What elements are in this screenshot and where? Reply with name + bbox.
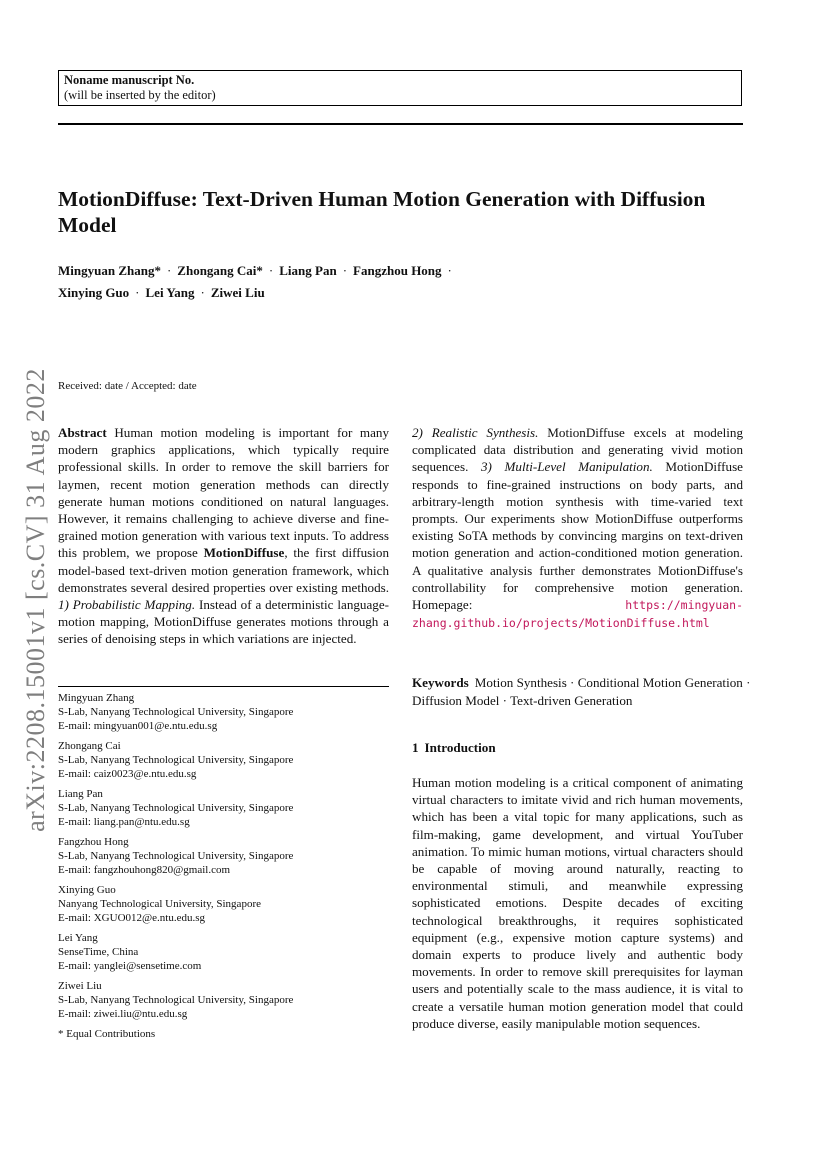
received-date: Received: date / Accepted: date (58, 380, 197, 392)
author: Zhongang Cai* (177, 263, 263, 278)
author: Liang Pan (279, 263, 337, 278)
affiliation-org: S-Lab, Nanyang Technological University, Singapore (58, 994, 294, 1006)
keywords (412, 674, 752, 709)
affiliation-name: Ziwei Liu (58, 980, 102, 992)
affiliation-email: E-mail: ziwei.liu@ntu.edu.sg (58, 1008, 188, 1020)
affiliation-org: S-Lab, Nanyang Technological University, Singapore (58, 850, 294, 862)
affiliation-email: E-mail: mingyuan001@e.ntu.edu.sg (58, 720, 218, 732)
abstract-text: MotionDiffuse responds to fine-grained instructions on body parts, and arbitrary-length motion synthesis with time-varied text prompts. Our experiments show MotionDiffuse outperforms existing SoTA methods by convincing margins on text-driven motion generation and action-conditioned motion generation. A qualitative analysis further demonstrates MotionDiffuse's controllability for comprehensive motion generation. Homepage: (412, 459, 743, 613)
section-title: Introduction (424, 740, 496, 755)
abstract-label: Abstract (58, 425, 107, 440)
editor-note: (will be inserted by the editor) (64, 88, 216, 102)
author: Ziwei Liu (210, 285, 265, 300)
abstract-item-realistic: 2) Realistic Synthesis. (412, 425, 539, 440)
affiliation-org: S-Lab, Nanyang Technological University, Singapore (58, 802, 294, 814)
manuscript-number: Noname manuscript No. (64, 73, 195, 87)
affiliation-entry (58, 787, 393, 829)
affiliation-org: Nanyang Technological University, Singapore (58, 898, 261, 910)
abstract-item-manipulation: 3) Multi-Level Manipulation. (480, 459, 653, 475)
affiliations (58, 691, 393, 1041)
section-number: 1 (412, 740, 419, 755)
abstract-text: MotionDiffuse excels at modeling complicated data distribution and generating vivid motion sequences. (412, 425, 744, 475)
author: Mingyuan Zhang* (58, 263, 161, 278)
author: Xinying Guo (58, 285, 130, 300)
affiliation-email: E-mail: yanglei@sensetime.com (58, 960, 202, 972)
affiliation-entry (58, 931, 393, 973)
affiliation-entry (58, 691, 393, 733)
affiliation-name: Xinying Guo (58, 884, 116, 896)
author-separator: · (135, 285, 140, 300)
affiliation-org: SenseTime, China (58, 946, 139, 958)
keywords-text: Motion Synthesis · Conditional Motion Generation · Diffusion Model · Text-driven Generation (412, 675, 751, 708)
abstract-paragraph-cont (412, 424, 743, 632)
author-separator: · (268, 263, 274, 278)
affiliation-email: E-mail: caiz0023@e.ntu.edu.sg (58, 768, 197, 780)
homepage-link[interactable]: https://mingyuan-zhang.github.io/projects/MotionDiffuse.html (412, 598, 743, 631)
introduction-paragraph: Human motion modeling is a critical component of animating virtual characters to imitate vivid and rich human movements, which has been a vital topic for many applications, such as film-making, game development, and virtual YouTuber animation. To mimic human motions, virtual characters should be capable of moving around naturally, reacting to environmental stimuli, and meanwhile expressing sophisticated emotions. Despite decades of exciting technological breakthroughs, it requires sophisticated equipment (e.g., expensive motion capture systems) and domain experts to produce lively and authentic body movements. In order to remove skill prerequisites for layman users and potentially scale to the mass audience, it is vital to create a versatile human motion generation model that could produce diverse, easily manipulable motion sequences. (412, 775, 743, 1031)
affiliation-entry (58, 835, 393, 877)
affiliation-entry (58, 739, 393, 781)
affiliation-entry (58, 979, 393, 1021)
equal-contribution-note: * Equal Contributions (58, 1028, 156, 1040)
author-separator: · (342, 263, 348, 278)
author: Lei Yang (145, 285, 195, 300)
header-rule (58, 123, 743, 125)
abstract-text: Instead of a deterministic language-motion mapping, MotionDiffuse generates motions through a series of denoising steps in which variations are injected. (58, 597, 389, 647)
method-name: MotionDiffuse (203, 545, 285, 561)
abstract-column-left (58, 424, 389, 648)
paper-title: MotionDiffuse: Text-Driven Human Motion Generation with Diffusion Model (58, 187, 706, 237)
abstract-text: , the first diffusion model-based text-driven motion generation framework, which demonstrates several desired properties over existing methods. (58, 545, 389, 595)
affiliation-name: Lei Yang (58, 932, 98, 944)
affiliation-email: E-mail: fangzhouhong820@gmail.com (58, 864, 231, 876)
arxiv-stamp: arXiv:2208.15001v1 [cs.CV] 31 Aug 2022 (21, 368, 50, 832)
author-separator: · (447, 263, 452, 278)
abstract-column-right (412, 424, 743, 632)
affiliation-org: S-Lab, Nanyang Technological University, Singapore (58, 754, 294, 766)
author-separator: · (200, 285, 205, 300)
affiliation-name: Mingyuan Zhang (58, 692, 135, 704)
affiliation-org: S-Lab, Nanyang Technological University, Singapore (58, 706, 294, 718)
abstract-paragraph (58, 424, 389, 648)
affiliation-entry (58, 883, 393, 925)
affiliation-name: Liang Pan (58, 788, 103, 800)
section-heading (412, 740, 496, 756)
manuscript-header-box (58, 70, 742, 106)
affiliation-name: Fangzhou Hong (58, 836, 129, 848)
abstract-item-probabilistic: 1) Probabilistic Mapping. (58, 597, 196, 613)
affiliation-email: E-mail: XGUO012@e.ntu.edu.sg (58, 912, 205, 924)
abstract-text: Human motion modeling is important for many modern graphics applications, which typically require professional skills. In order to remove the skill barriers for laymen, recent motion generation methods can directly generate human motions conditioned on natural languages. However, it remains challenging to achieve diverse and fine-grained motion generation with various text inputs. To address this problem, we propose (58, 425, 389, 561)
affiliation-name: Zhongang Cai (58, 740, 121, 752)
author-list (58, 260, 748, 304)
author: Fangzhou Hong (353, 263, 442, 278)
footnote-rule (58, 686, 389, 687)
affiliation-email: E-mail: liang.pan@ntu.edu.sg (58, 816, 190, 828)
author-separator: · (166, 263, 172, 278)
keywords-label: Keywords (412, 675, 469, 690)
